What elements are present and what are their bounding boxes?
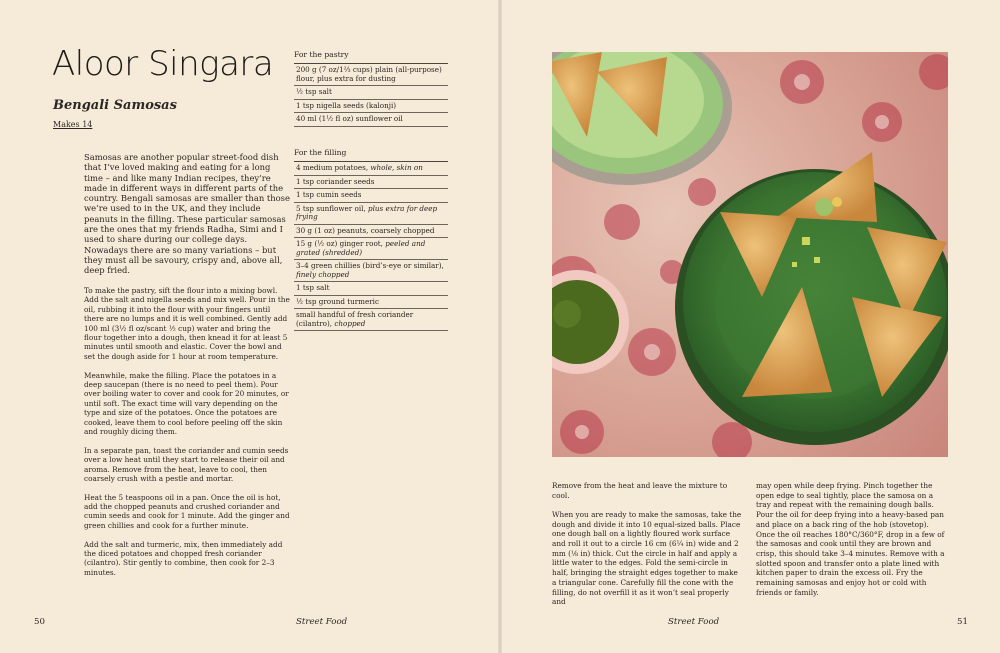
running-footer-right: Street Food: [668, 617, 720, 627]
method-paragraph: Meanwhile, make the filling. Place the potatoes in a deep saucepan (there is no need to peel them). Pour over boiling water to cover and cook for 20 minutes, or until soft. The exact time will vary depending on the type and size of the potatoes. Once the potatoes are cooked, leave them to cool before peeling off the skin and roughly dicing them.: [84, 370, 289, 436]
ingredient-row: 1 tsp salt: [294, 282, 448, 296]
samosa-photo: [552, 52, 948, 457]
ingredient-row: 1 tsp coriander seeds: [294, 176, 448, 190]
recipe-intro: Samosas are another popular street-food dish that I’ve loved making and eating for a long time – and like many Indian recipes, they’re made in different ways in different parts of the country. Bengali samosas are smaller than those we’re used to in the UK, and they include peanuts in the filling. These particular samosas are the ones that my friends Radha, Simi and I used to share during our college days. Nowadays there are so many variations – but they must all be savoury, crispy and, above all, deep fried.: [84, 152, 290, 276]
method-left-column: [84, 286, 290, 586]
ingredient-row: ½ tsp ground turmeric: [294, 296, 448, 310]
ingredient-row: 1 tsp nigella seeds (kalonji): [294, 100, 448, 114]
ingredients-heading: For the pastry: [294, 50, 448, 64]
method-paragraph: In a separate pan, toast the coriander and cumin seeds over a low heat until they start to release their oil and aroma. Remove from the heat, leave to cool, then coarsely crush with a pestle and mortar.: [84, 445, 289, 483]
recipe-yield: Makes 14: [53, 120, 93, 129]
ingredients-filling: [294, 148, 448, 331]
ingredient-row: ½ tsp salt: [294, 86, 448, 100]
ingredient-row: 4 medium potatoes, whole, skin on: [294, 162, 448, 176]
ingredient-row: 40 ml (1½ fl oz) sunflower oil: [294, 113, 448, 127]
ingredient-row: 30 g (1 oz) peanuts, coarsely chopped: [294, 225, 448, 239]
samosa-photo-illustration: [552, 52, 948, 457]
method-paragraph: When you are ready to make the samosas, take the dough and divide it into 10 equal-sized balls. Place one dough ball on a lightly floured work surface and roll it out to a circle 16 cm (6¼ in) wide and 2 mm (⅛ in) thick. Cut the circle in half and apply a little water to the edges. Fold the semi-circle in half, bringing the straight edges together to make a triangular cone. Carefully fill the cone with the filling, do not overfill it as it won’t seal properly and: [552, 509, 742, 607]
method-paragraph: Heat the 5 teaspoons oil in a pan. Once the oil is hot, add the chopped peanuts and crushed coriander and cumin seeds and cook for 1 minute. Add the ginger and green chillies and cook for a further minute.: [84, 492, 290, 530]
book-gutter: [498, 0, 502, 653]
recipe-subtitle: Bengali Samosas: [53, 98, 177, 113]
method-paragraph: Add the salt and turmeric, mix, then immediately add the diced potatoes and chopped fresh coriander (cilantro). Stir gently to combine, then cook for 2–3 minutes.: [84, 539, 283, 577]
method-right-column-2: may open while deep frying. Pinch together the open edge to seal tightly, place the samosa on a tray and repeat with the remaining dough balls. Pour the oil for deep frying into a heavy-based pan and place on a back ring of the hob (stovetop). Once the oil reaches 180°C/360°F, drop in a few of the samosas and cook until they are brown and crisp, this should take 3–4 minutes. Remove with a slotted spoon and transfer onto a plate lined with kitchen paper to drain the excess oil. Fry the remaining samosas and enjoy hot or cold with friends or family.: [756, 481, 945, 597]
recipe-title: Aloor Singara: [52, 44, 274, 84]
method-right-column-1: [552, 481, 744, 616]
ingredients-pastry: [294, 50, 448, 127]
ingredient-row: 5 tsp sunflower oil, plus extra for deep frying: [294, 203, 448, 225]
ingredient-row: 1 tsp cumin seeds: [294, 189, 448, 203]
ingredient-row: 200 g (7 oz/1⅔ cups) plain (all-purpose) flour, plus extra for dusting: [294, 64, 448, 86]
ingredient-row: 15 g (½ oz) ginger root, peeled and grated (shredded): [294, 238, 448, 260]
ingredients-heading: For the filling: [294, 148, 448, 162]
method-paragraph: To make the pastry, sift the flour into a mixing bowl. Add the salt and nigella seeds and mix well. Pour in the oil, rubbing it into the flour with your fingers until there are no lumps and it is well combined. Gently add 100 ml (3½ fl oz/scant ½ cup) water and bring the flour together into a dough, then knead it for at least 5 minutes until smooth and elastic. Cover the bowl and set the dough aside for 1 hour at room temperature.: [84, 286, 290, 361]
page-number-right: 51: [957, 617, 968, 627]
running-footer-left: Street Food: [296, 617, 348, 627]
ingredient-row: small handful of fresh coriander (cilantro), chopped: [294, 309, 448, 331]
ingredient-row: 3–4 green chillies (bird’s-eye or similar), finely chopped: [294, 260, 448, 282]
method-paragraph: Remove from the heat and leave the mixture to cool.: [552, 481, 728, 500]
page-number-left: 50: [34, 617, 45, 627]
